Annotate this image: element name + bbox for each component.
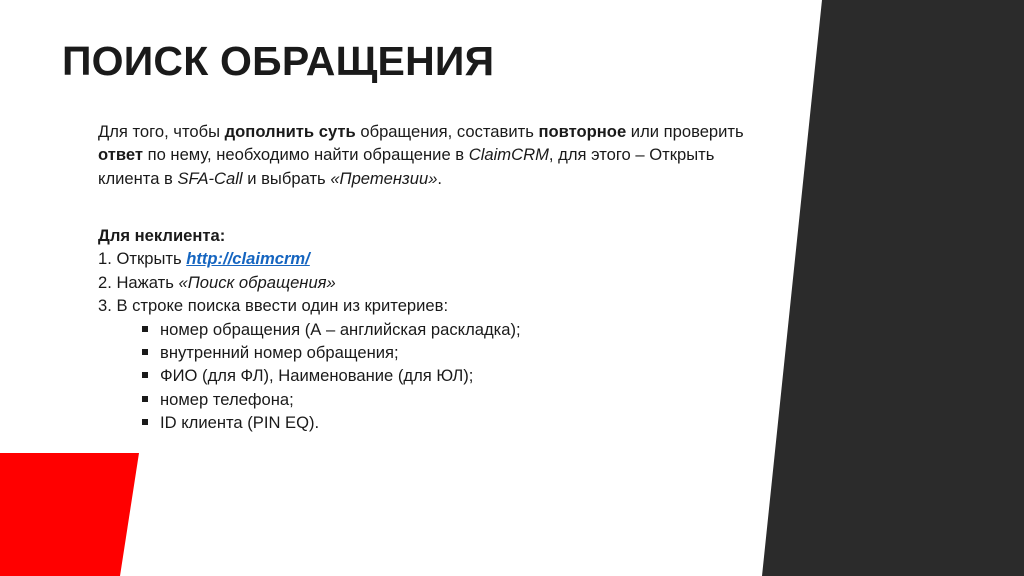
criteria-text: номер телефона; xyxy=(160,389,294,409)
square-bullet-icon xyxy=(142,349,148,355)
list-item xyxy=(142,364,758,387)
intro-italic-text: ClaimCRM xyxy=(468,145,549,165)
square-bullet-icon xyxy=(142,326,148,332)
list-item xyxy=(142,341,758,364)
step-2-italic: «Поиск обращения» xyxy=(178,272,336,292)
criteria-list xyxy=(98,318,758,435)
intro-text: . xyxy=(437,168,443,188)
list-item xyxy=(142,318,758,341)
claimcrm-link[interactable]: http://claimcrm/ xyxy=(186,249,310,269)
red-accent-shape xyxy=(0,453,139,576)
criteria-text: ID клиента (PIN EQ). xyxy=(160,413,320,433)
intro-italic-text: SFA-Call xyxy=(177,168,243,188)
intro-text: Для того, чтобы xyxy=(98,122,225,141)
intro-text: или проверить xyxy=(626,122,744,141)
step-2-text: 2. Нажать xyxy=(98,272,179,292)
step-1 xyxy=(98,247,758,270)
intro-bold-text: повторное xyxy=(538,122,627,141)
intro-italic-text: «Претензии» xyxy=(330,168,438,188)
intro-text: по нему, необходимо найти обращение в xyxy=(142,145,469,165)
intro-bold-text: дополнить суть xyxy=(224,122,356,141)
square-bullet-icon xyxy=(142,396,148,402)
square-bullet-icon xyxy=(142,419,148,425)
intro-text: и выбрать xyxy=(242,168,331,188)
intro-text: обращения, составить xyxy=(355,122,539,141)
intro-paragraph xyxy=(98,120,778,190)
step-2 xyxy=(98,271,758,294)
intro-bold-text: ответ xyxy=(98,145,143,165)
dark-band-shape xyxy=(762,0,1024,576)
nonclient-section xyxy=(98,224,758,435)
intro-text: , для этого – Открыть клиента в xyxy=(98,145,715,188)
step-1-text: 1. Открыть xyxy=(98,249,187,269)
page-title: ПОИСК ОБРАЩЕНИЯ xyxy=(62,38,495,84)
square-bullet-icon xyxy=(142,372,148,378)
step-3: 3. В строке поиска ввести один из критериев: xyxy=(98,296,449,316)
criteria-text: ФИО (для ФЛ), Наименование (для ЮЛ); xyxy=(160,366,474,386)
list-item xyxy=(142,411,758,434)
nonclient-heading: Для неклиента: xyxy=(98,226,226,245)
list-item xyxy=(142,388,758,411)
criteria-text: номер обращения (А – английская раскладка); xyxy=(160,319,521,339)
criteria-text: внутренний номер обращения; xyxy=(160,343,399,363)
